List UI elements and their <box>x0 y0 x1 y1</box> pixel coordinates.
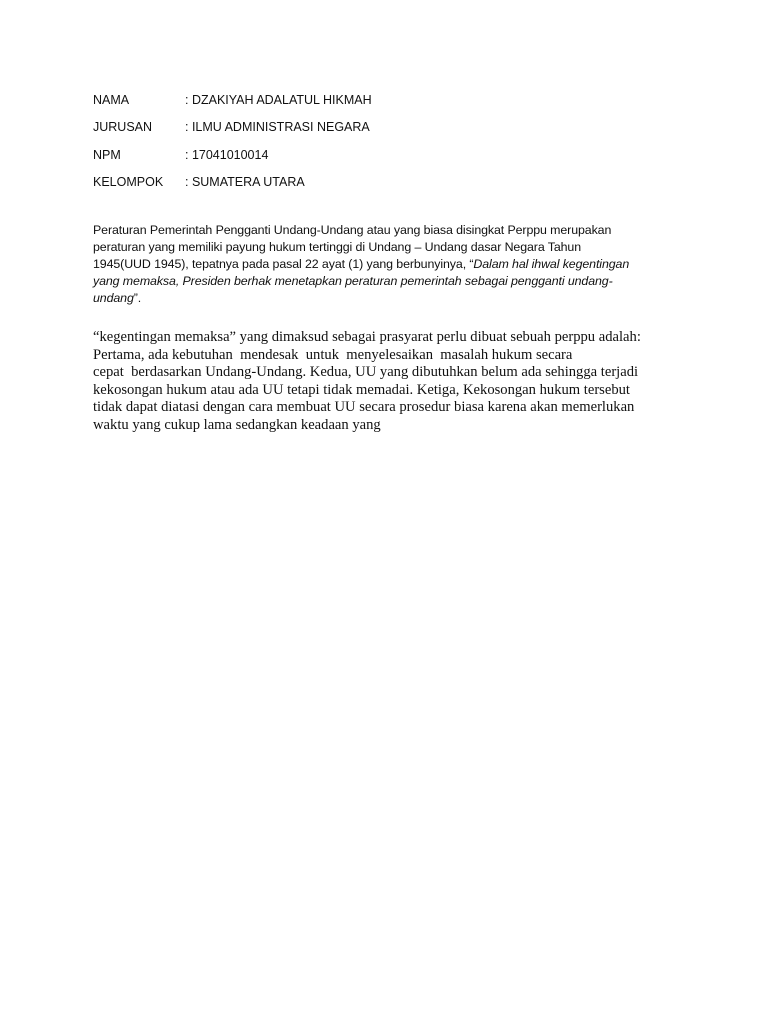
info-row-jurusan <box>93 114 372 142</box>
info-label: NAMA <box>93 92 130 107</box>
student-info-table <box>93 86 372 196</box>
paragraph-line: peraturan yang memiliki payung hukum tertinggi di Undang – Undang dasar Negara Tahun <box>93 240 581 254</box>
paragraph-line: tidak dapat diatasi dengan cara membuat UU secara prosedur biasa karena akan memerlukan <box>93 399 635 416</box>
paragraph-line <box>93 256 673 273</box>
paragraph-perppu-definition <box>93 222 673 307</box>
paragraph-line: cepat berdasarkan Undang-Undang. Kedua, UU yang dibutuhkan belum ada sehingga terjadi <box>93 364 639 381</box>
info-label: NPM <box>93 147 121 162</box>
info-value: : SUMATERA UTARA <box>185 175 305 190</box>
info-label: JURUSAN <box>93 120 153 135</box>
paragraph-text: 1945(UUD 1945), tepatnya pada pasal 22 ayat (1) yang berbunyinya, “ <box>93 257 474 271</box>
info-value: : DZAKIYAH ADALATUL HIKMAH <box>185 92 372 107</box>
quote-text: Dalam hal ihwal kegentingan <box>473 257 630 271</box>
paragraph-text: ”. <box>133 291 142 305</box>
paragraph-line <box>93 273 673 290</box>
info-value: : ILMU ADMINISTRASI NEGARA <box>185 120 370 135</box>
paragraph-line: “kegentingan memaksa” yang dimaksud sebagai prasyarat perlu dibuat sebuah perppu adalah: <box>93 329 641 345</box>
paragraph-line: Peraturan Pemerintah Pengganti Undang-Undang atau yang biasa disingkat Perppu merupakan <box>93 223 612 237</box>
info-row-npm <box>93 141 372 169</box>
paragraph-kegentingan-memaksa <box>93 329 693 435</box>
info-row-kelompok <box>93 169 372 197</box>
quote-text: yang memaksa, Presiden berhak menetapkan peraturan pemerintah sebagai pengganti undang- <box>93 274 613 288</box>
paragraph-line: waktu yang cukup lama sedangkan keadaan yang <box>93 416 381 433</box>
info-label: KELOMPOK <box>93 175 164 190</box>
paragraph-line: kekosongan hukum atau ada UU tetapi tidak memadai. Ketiga, Kekosongan hukum tersebut <box>93 381 630 398</box>
info-row-nama <box>93 86 372 114</box>
quote-text: undang <box>93 291 134 305</box>
paragraph-line <box>93 290 673 307</box>
paragraph-line: Pertama, ada kebutuhan mendesak untuk menyelesaikan masalah hukum secara <box>93 346 573 363</box>
info-value: : 17041010014 <box>185 147 269 162</box>
